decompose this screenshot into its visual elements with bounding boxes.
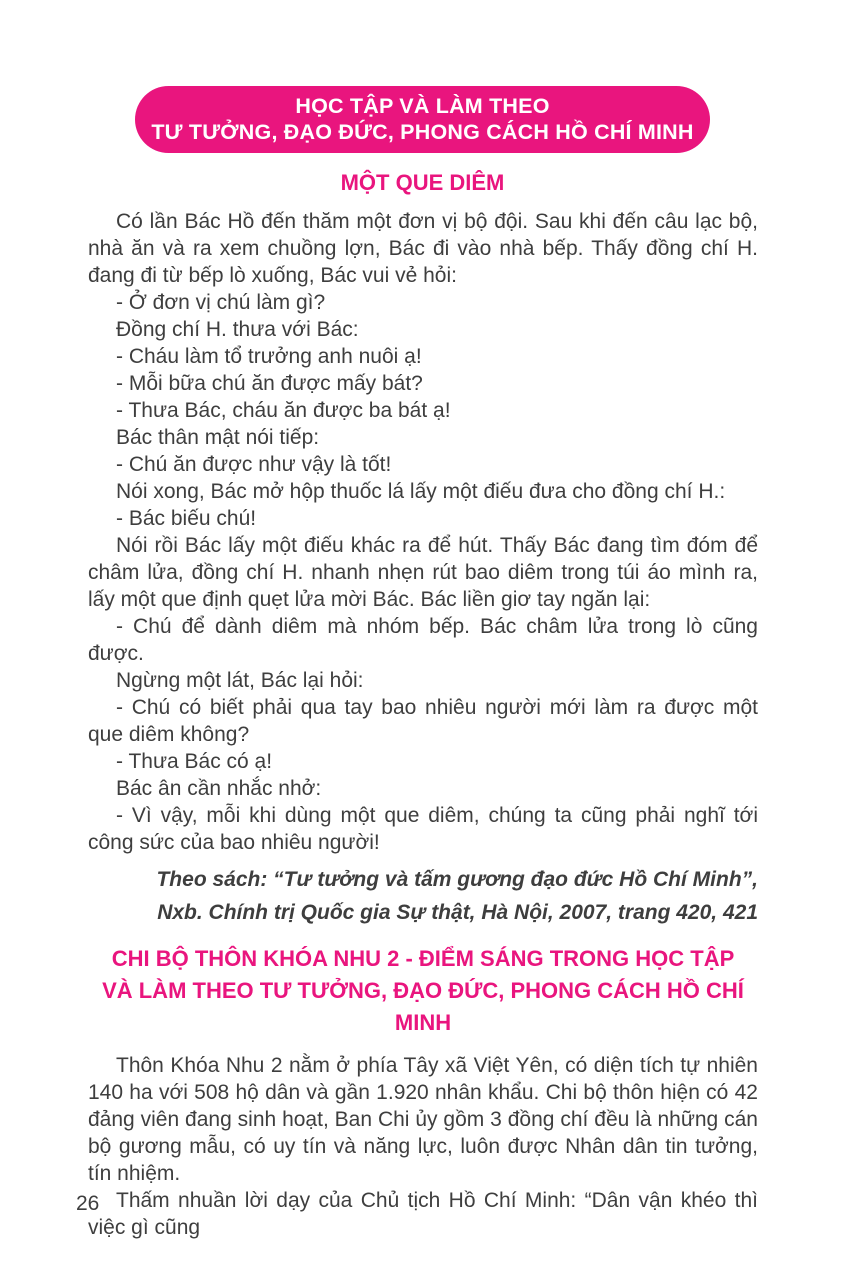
section-title xyxy=(88,943,758,1039)
paragraph: - Chú để dành diêm mà nhóm bếp. Bác châm lửa trong lò cũng được. xyxy=(88,615,758,665)
paragraph: - Chú ăn được như vậy là tốt! xyxy=(116,453,392,476)
paragraph: Đồng chí H. thưa với Bác: xyxy=(116,318,359,341)
paragraph: Nói xong, Bác mở hộp thuốc lá lấy một điếu đưa cho đồng chí H.: xyxy=(116,480,726,503)
paragraph: - Ở đơn vị chú làm gì? xyxy=(116,291,326,314)
paragraph: - Bác biếu chú! xyxy=(116,507,257,530)
paragraph: Thôn Khóa Nhu 2 nằm ở phía Tây xã Việt Yên, có diện tích tự nhiên 140 ha với 508 hộ dân và gần 1.920 nhân khẩu. Chi bộ thôn hiện có 42 đảng viên đang sinh hoạt, Ban Chi ủy gồm 3 đồng chí đều là những cán bộ gương mẫu, có uy tín và năng lực, luôn được Nhân dân tin tưởng, tín nhiệm. xyxy=(88,1054,758,1185)
paragraph: - Mỗi bữa chú ăn được mấy bát? xyxy=(116,372,423,395)
source-citation xyxy=(88,863,758,929)
paragraph: - Thưa Bác, cháu ăn được ba bát ạ! xyxy=(116,399,451,422)
banner-line-1: HỌC TẬP VÀ LÀM THEO xyxy=(295,94,550,118)
section-body xyxy=(88,1052,758,1241)
source-line-1: Theo sách: “Tư tưởng và tấm gương đạo đức Hồ Chí Minh”, xyxy=(156,868,758,891)
story-title: MỘT QUE DIÊM xyxy=(340,170,505,195)
page-number: 26 xyxy=(76,1192,100,1215)
story-body xyxy=(88,208,758,856)
paragraph: Nói rồi Bác lấy một điếu khác ra để hút. Thấy Bác đang tìm đóm để châm lửa, đồng chí H. nhanh nhẹn rút bao diêm trong túi áo mình ra, lấy một que định quẹt lửa mời Bác. Bác liền giơ tay ngăn lại: xyxy=(88,534,758,611)
header-banner xyxy=(135,86,710,153)
paragraph: - Thưa Bác có ạ! xyxy=(116,750,273,773)
banner-line-2: TƯ TƯỞNG, ĐẠO ĐỨC, PHONG CÁCH HỒ CHÍ MINH xyxy=(151,120,694,144)
paragraph: Có lần Bác Hồ đến thăm một đơn vị bộ đội. Sau khi đến câu lạc bộ, nhà ăn và ra xem chuồng lợn, Bác đi vào nhà bếp. Thấy đồng chí H. đang đi từ bếp lò xuống, Bác vui vẻ hỏi: xyxy=(88,210,758,287)
paragraph: Ngừng một lát, Bác lại hỏi: xyxy=(116,669,364,692)
paragraph: Bác thân mật nói tiếp: xyxy=(116,426,320,449)
source-line-2: Nxb. Chính trị Quốc gia Sự thật, Hà Nội, 2007, trang 420, 421 xyxy=(157,901,758,924)
paragraph: Bác ân cần nhắc nhở: xyxy=(116,777,322,800)
paragraph: - Chú có biết phải qua tay bao nhiêu người mới làm ra được một que diêm không? xyxy=(88,696,758,746)
document-page xyxy=(0,86,845,1286)
paragraph: - Cháu làm tổ trưởng anh nuôi ạ! xyxy=(116,345,422,368)
section-title-line-2: VÀ LÀM THEO TƯ TƯỞNG, ĐẠO ĐỨC, PHONG CÁCH HỒ CHÍ MINH xyxy=(102,978,744,1035)
page-content xyxy=(88,208,758,1241)
paragraph: - Vì vậy, mỗi khi dùng một que diêm, chúng ta cũng phải nghĩ tới công sức của bao nhiêu người! xyxy=(88,804,758,854)
paragraph: Thấm nhuần lời dạy của Chủ tịch Hồ Chí Minh: “Dân vận khéo thì việc gì cũng xyxy=(88,1189,758,1239)
section-title-line-1: CHI BỘ THÔN KHÓA NHU 2 - ĐIỂM SÁNG TRONG HỌC TẬP xyxy=(111,946,735,971)
